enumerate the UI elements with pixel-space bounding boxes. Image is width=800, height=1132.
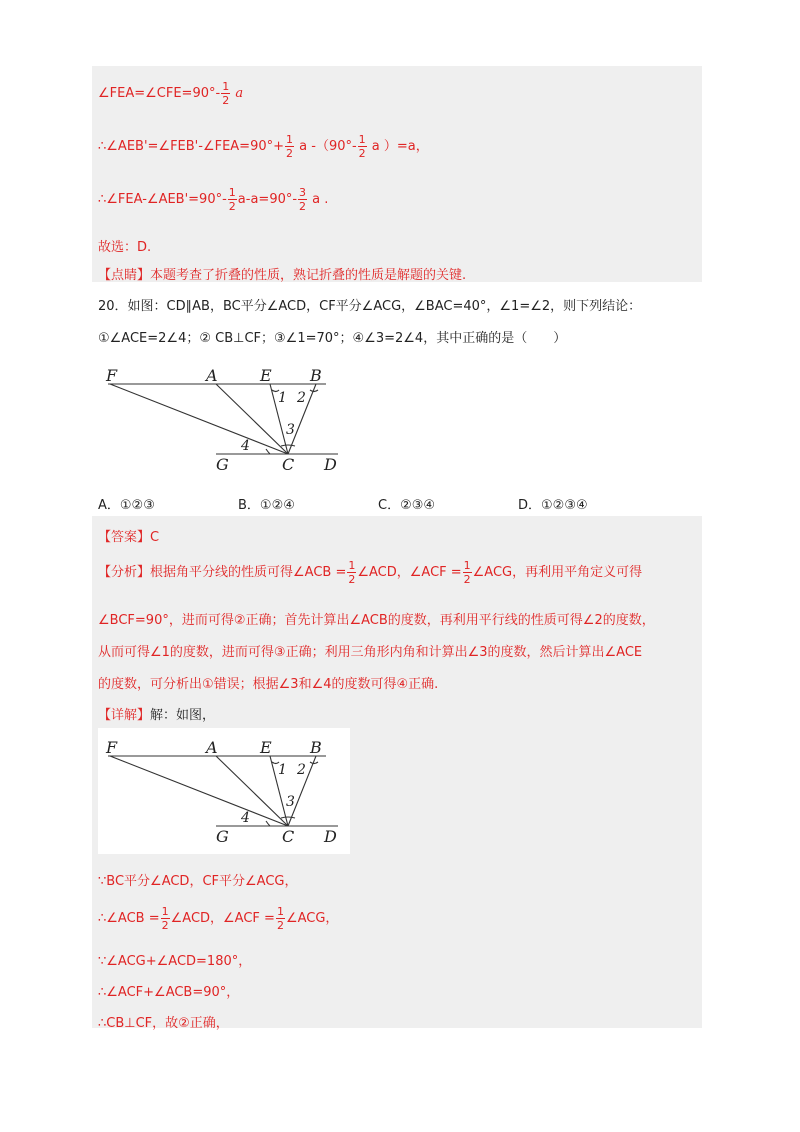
- label-A-2: A: [206, 738, 218, 757]
- solution-line-1: ∠FEA=∠CFE=90°- $\frac{1}{2}$ a: [98, 80, 244, 107]
- answer-label: 【答案】C: [98, 530, 160, 545]
- label-1-2: 1: [278, 762, 287, 778]
- label-B: B: [310, 366, 322, 385]
- analysis-line-1: 【分析】根据角平分线的性质可得∠ACB = $\frac{1}{2}$ ∠ACD，∠ACF = $\frac{1}{2}$ ∠ACG，再利用平角定义可得: [98, 559, 643, 586]
- label-E-2: E: [260, 738, 272, 757]
- label-1: 1: [278, 390, 287, 406]
- label-F: F: [106, 366, 118, 385]
- solution-comment: 【点睛】本题考查了折叠的性质，熟记折叠的性质是解题的关键.: [98, 268, 467, 283]
- label-D-2: D: [324, 827, 337, 844]
- solution-line-2: ∴∠AEB'=∠FEB'-∠FEA=90°+ $\frac{1}{2}$ a -（90°- $\frac{1}{2}$ a ）=a，: [98, 133, 429, 160]
- step-3: ∵∠ACG+∠ACD=180°，: [98, 954, 252, 969]
- label-2: 2: [297, 390, 306, 406]
- label-F-2: F: [106, 738, 118, 757]
- solution-choice: 故选：D.: [98, 240, 152, 255]
- step-1: ∵BC平分∠ACD，CF平分∠ACG，: [98, 874, 298, 889]
- question-stem-line-2: ①∠ACE=2∠4；② CB⊥CF；③∠1=70°；④∠3=2∠4，其中正确的是（ ）: [98, 331, 567, 346]
- label-E: E: [260, 366, 272, 385]
- analysis-line-4: 的度数，可分析出①错误；根据∠3和∠4的度数可得④正确.: [98, 677, 439, 692]
- label-2-2: 2: [297, 762, 306, 778]
- detail-figure: [98, 734, 348, 844]
- label-D: D: [324, 455, 337, 472]
- label-4-2: 4: [241, 810, 250, 826]
- detail-line: 【详解】解：如图，: [98, 708, 216, 723]
- option-d[interactable]: D．①②③④: [518, 498, 588, 513]
- analysis-line-2: ∠BCF=90°，进而可得②正确；首先计算出∠ACB的度数，再利用平行线的性质可得∠2的度数，: [98, 613, 655, 628]
- label-G: G: [216, 455, 229, 472]
- label-C: C: [282, 455, 295, 472]
- label-3: 3: [286, 422, 295, 438]
- step-2: ∴∠ACB = $\frac{1}{2}$ ∠ACD，∠ACF = $\frac{1}{2}$ ∠ACG，: [98, 905, 339, 932]
- label-G-2: G: [216, 827, 229, 844]
- label-C-2: C: [282, 827, 295, 844]
- label-B-2: B: [310, 738, 322, 757]
- label-3-2: 3: [286, 794, 295, 810]
- question-stem-line-1: 20．如图：CD∥AB，BC平分∠ACD，CF平分∠ACG，∠BAC=40°，∠1=∠2，则下列结论：: [98, 299, 642, 314]
- step-4: ∴∠ACF+∠ACB=90°，: [98, 985, 240, 1000]
- label-4: 4: [241, 438, 250, 454]
- step-5: ∴CB⊥CF，故②正确，: [98, 1016, 229, 1031]
- analysis-line-3: 从而可得∠1的度数，进而可得③正确；利用三角形内角和计算出∠3的度数，然后计算出∠ACE: [98, 645, 643, 660]
- option-a[interactable]: A．①②③: [98, 498, 155, 513]
- option-c[interactable]: C．②③④: [378, 498, 436, 513]
- solution-line-3: ∴∠FEA-∠AEB'=90°- $\frac{1}{2}$ a-a=90°- $\frac{3}{2}$ a .: [98, 186, 329, 213]
- question-figure: [98, 362, 348, 472]
- option-b[interactable]: B．①②④: [238, 498, 295, 513]
- label-A: A: [206, 366, 218, 385]
